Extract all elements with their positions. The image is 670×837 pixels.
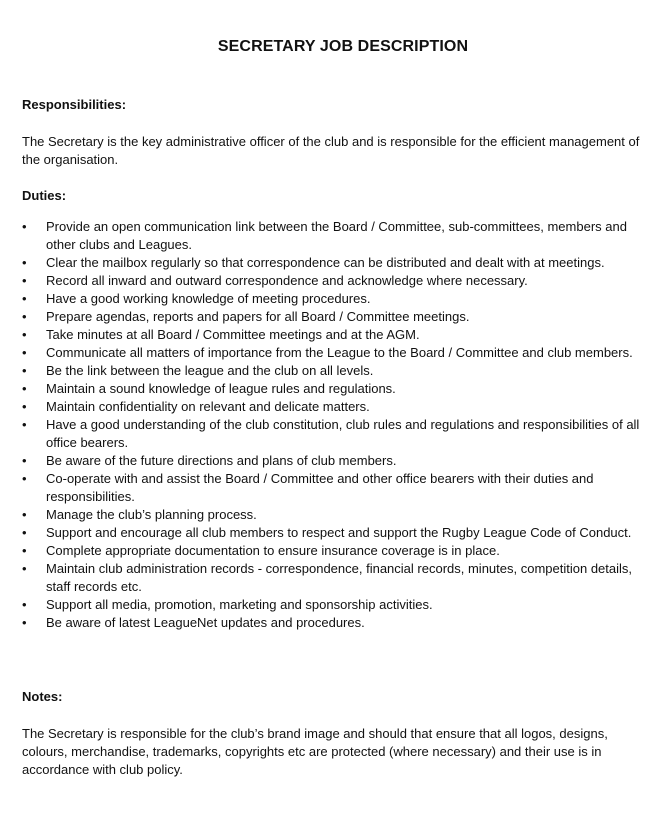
duty-text: Complete appropriate documentation to ensure insurance coverage is in place.	[46, 543, 500, 558]
duty-text: Maintain confidentiality on relevant and delicate matters.	[46, 399, 370, 414]
notes-paragraph: The Secretary is responsible for the club’s brand image and should that ensure that all logos, designs, colours, merchandise, trademarks, copyrights etc are protected (where necessary) and their use is in accordance with club policy.	[22, 726, 608, 777]
duty-item	[22, 452, 654, 470]
duty-text: Clear the mailbox regularly so that correspondence can be distributed and dealt with at meetings.	[46, 255, 605, 270]
duties-list	[22, 218, 654, 632]
bullet-icon: •	[22, 597, 27, 612]
notes-heading: Notes:	[22, 689, 63, 704]
duty-item	[22, 344, 654, 362]
bullet-icon: •	[22, 507, 27, 522]
duty-text: Manage the club’s planning process.	[46, 507, 257, 522]
duty-text: Record all inward and outward correspondence and acknowledge where necessary.	[46, 273, 528, 288]
duty-text: Have a good working knowledge of meeting procedures.	[46, 291, 371, 306]
duty-text: Support and encourage all club members to respect and support the Rugby League Code of Conduct.	[46, 525, 632, 540]
duty-text: Co-operate with and assist the Board / Committee and other office bearers with their duties and responsibilities.	[46, 471, 594, 504]
duty-item	[22, 380, 654, 398]
duties-heading: Duties:	[22, 188, 67, 203]
bullet-icon: •	[22, 291, 27, 306]
bullet-icon: •	[22, 255, 27, 270]
bullet-icon: •	[22, 417, 27, 432]
duty-item	[22, 308, 654, 326]
duty-text: Maintain club administration records - correspondence, financial records, minutes, competition details, staff records etc.	[46, 561, 633, 594]
duty-text: Provide an open communication link between the Board / Committee, sub-committees, members and other clubs and Leagues.	[46, 219, 627, 252]
bullet-icon: •	[22, 615, 27, 630]
bullet-icon: •	[22, 345, 27, 360]
duty-item	[22, 290, 654, 308]
duty-item	[22, 560, 654, 596]
bullet-icon: •	[22, 363, 27, 378]
duty-text: Prepare agendas, reports and papers for all Board / Committee meetings.	[46, 309, 470, 324]
bullet-icon: •	[22, 543, 27, 558]
bullet-icon: •	[22, 219, 27, 234]
duty-text: Be the link between the league and the club on all levels.	[46, 363, 374, 378]
duty-text: Maintain a sound knowledge of league rules and regulations.	[46, 381, 396, 396]
duty-text: Take minutes at all Board / Committee meetings and at the AGM.	[46, 327, 420, 342]
responsibilities-paragraph: The Secretary is the key administrative officer of the club and is responsible for the efficient management of the organisation.	[22, 134, 640, 167]
duty-item	[22, 524, 654, 542]
duty-item	[22, 416, 654, 452]
bullet-icon: •	[22, 327, 27, 342]
duty-item	[22, 614, 654, 632]
bullet-icon: •	[22, 309, 27, 324]
document-title: SECRETARY JOB DESCRIPTION	[217, 38, 469, 55]
bullet-icon: •	[22, 471, 27, 486]
duty-item	[22, 470, 654, 506]
bullet-icon: •	[22, 381, 27, 396]
duty-item	[22, 254, 654, 272]
bullet-icon: •	[22, 561, 27, 576]
duty-item	[22, 362, 654, 380]
bullet-icon: •	[22, 453, 27, 468]
duty-text: Have a good understanding of the club constitution, club rules and regulations and responsibilities of all office bearers.	[46, 417, 640, 450]
duty-item	[22, 326, 654, 344]
duty-text: Communicate all matters of importance from the League to the Board / Committee and club members.	[46, 345, 633, 360]
responsibilities-heading: Responsibilities:	[22, 97, 127, 112]
duty-item	[22, 506, 654, 524]
duty-item	[22, 542, 654, 560]
duty-item	[22, 218, 654, 254]
duty-text: Be aware of latest LeagueNet updates and procedures.	[46, 615, 365, 630]
duty-text: Support all media, promotion, marketing and sponsorship activities.	[46, 597, 433, 612]
duty-item	[22, 398, 654, 416]
bullet-icon: •	[22, 399, 27, 414]
duty-item	[22, 596, 654, 614]
duty-text: Be aware of the future directions and plans of club members.	[46, 453, 397, 468]
bullet-icon: •	[22, 273, 27, 288]
duty-item	[22, 272, 654, 290]
bullet-icon: •	[22, 525, 27, 540]
